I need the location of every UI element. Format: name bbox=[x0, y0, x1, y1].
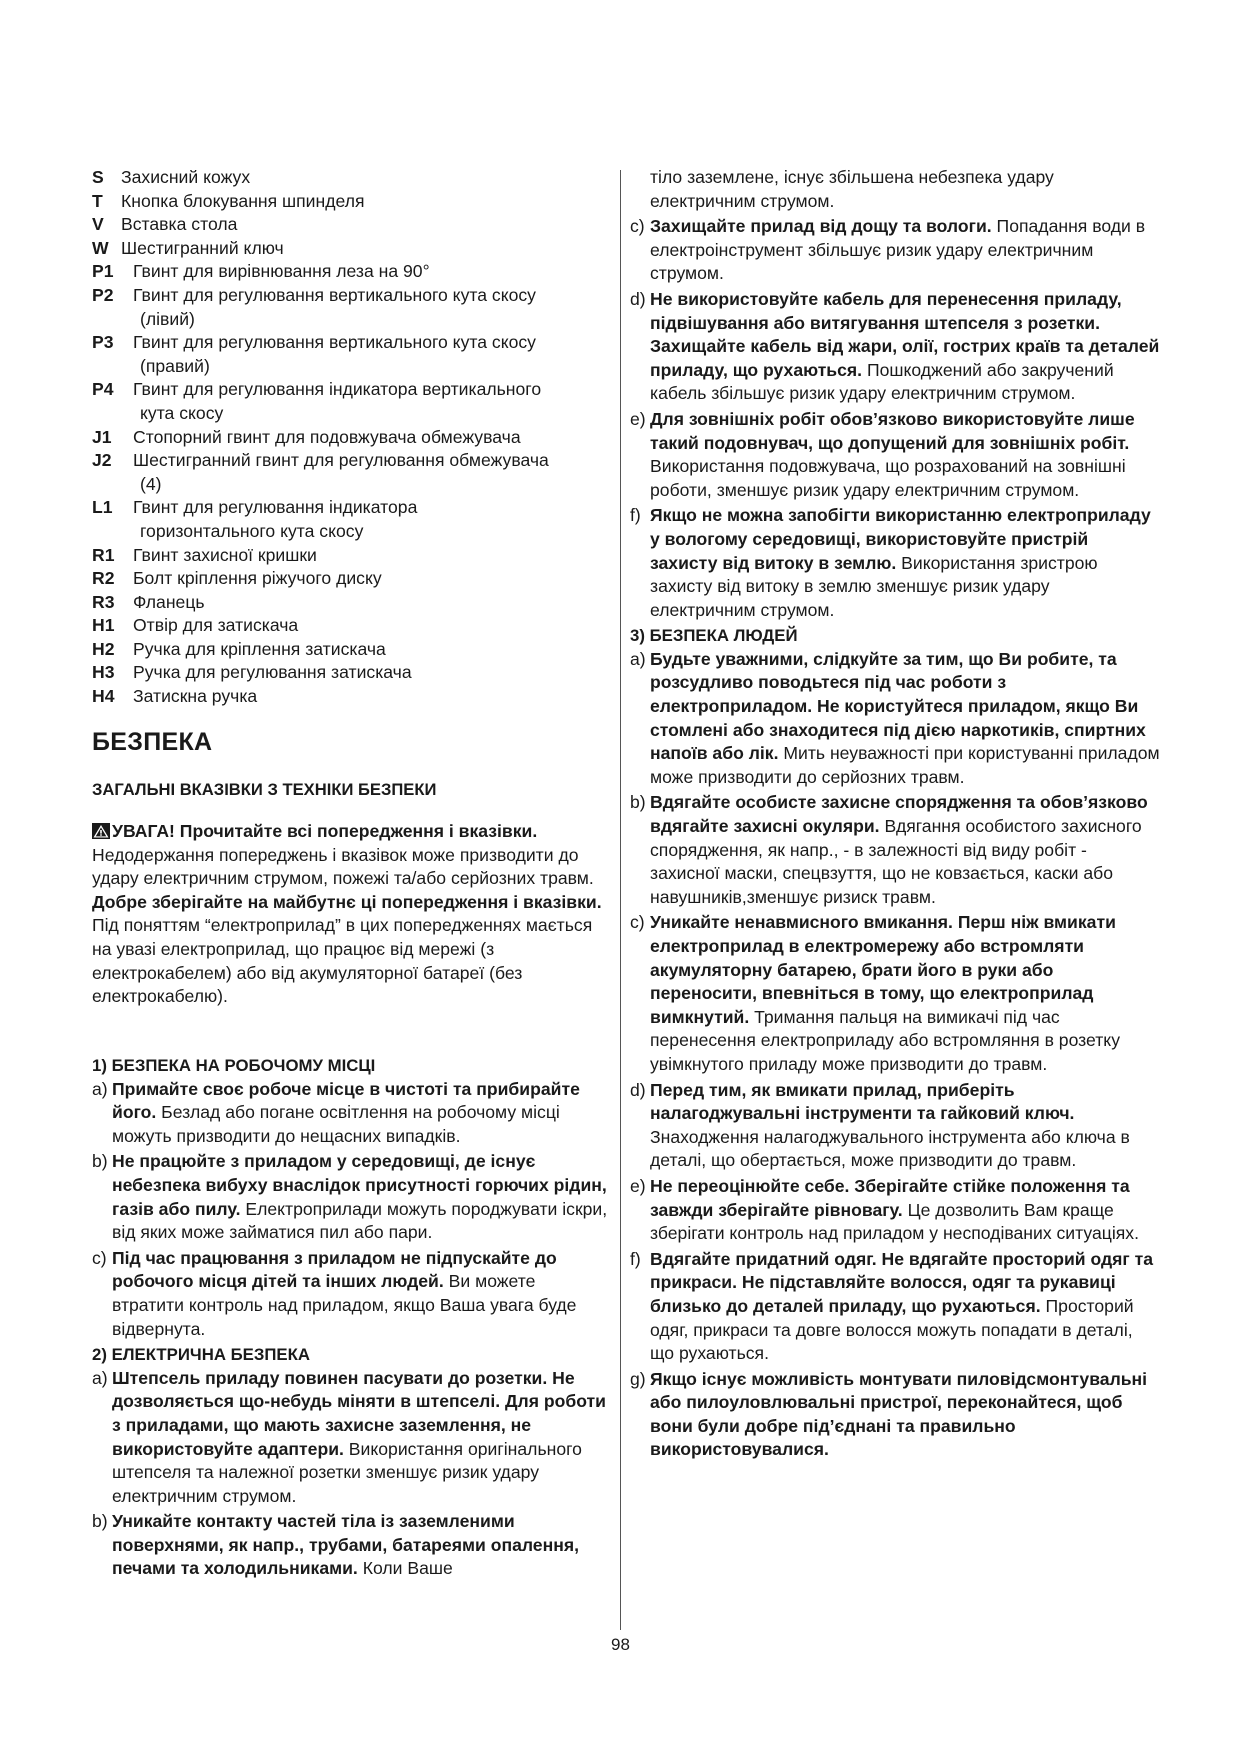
column-divider bbox=[620, 170, 621, 1630]
list-item bbox=[92, 166, 607, 190]
part-desc: Отвір для затискача bbox=[133, 615, 299, 636]
section-heading: 3) БЕЗПЕКА ЛЮДЕЙ bbox=[630, 626, 798, 646]
part-desc: Гвинт для регулювання вертикального кута скосу bbox=[133, 284, 536, 305]
item-bold: Примайте своє робоче місце в чистоті та прибирайте його. bbox=[112, 1078, 580, 1123]
item-bold: Якщо існує можливість монтувати пиловідсмонтувальні або пилоуловлювальні пристрої, переконайтеся, щоб вони були добре під’єднані та правильно використовувалися. bbox=[650, 1368, 1148, 1460]
warning-paragraph bbox=[92, 820, 612, 1009]
item-text: Безлад або погане освітлення на робочому місці можуть призводити до нещасних випадків. bbox=[112, 1102, 560, 1146]
item-marker: e) bbox=[630, 408, 646, 429]
part-desc: Шестигранний ключ bbox=[121, 237, 284, 258]
part-desc: Гвинт для регулювання індикатора вертикального bbox=[133, 379, 542, 400]
list-item bbox=[630, 504, 1160, 622]
list-item bbox=[92, 496, 607, 543]
list-item bbox=[92, 591, 607, 615]
item-marker: b) bbox=[92, 1151, 108, 1172]
item-bold: Захищайте прилад від дощу та вологи. bbox=[650, 216, 992, 237]
item-text: Вдягання особистого захисного спорядження, як напр., - в залежності від виду робіт - захисної маски, спецвзуття, що не ковзається, каски або навушників,зменшує ризиск травм. bbox=[650, 816, 1142, 907]
part-code: P3 bbox=[92, 332, 114, 353]
item-marker: a) bbox=[92, 1078, 108, 1099]
part-desc: Фланець bbox=[133, 591, 205, 612]
list-item bbox=[630, 911, 1160, 1076]
item-marker: b) bbox=[92, 1511, 108, 1532]
item-bold: Для зовнішніх робіт обов’язково використовуйте лише такий подовнувач, що допущений для зовнішніх робіт. bbox=[650, 408, 1135, 453]
part-code: R1 bbox=[92, 544, 115, 565]
warning-bold-2: Добре зберігайте на майбутнє ці попередження і вказівки. bbox=[92, 891, 602, 912]
item-bold: Уникайте ненавмисного вмикання. Перш ніж вмикати електроприлад в електромережу або встромляти акумуляторну батарею, брати його в руки або переносити, впевніться в тому, що електроприлад вимкнутий. bbox=[650, 912, 1116, 1027]
list-item bbox=[92, 378, 607, 425]
list-item bbox=[92, 1510, 612, 1581]
item-bold: Вдягайте придатний одяг. Не вдягайте просторий одяг та прикраси. Не підставляйте волосся, одяг та рукавиці близько до деталей приладу, що рухаються. bbox=[650, 1248, 1154, 1316]
part-code: P2 bbox=[92, 284, 114, 305]
item-marker: d) bbox=[630, 1079, 646, 1100]
list-item bbox=[630, 1079, 1160, 1173]
list-item bbox=[92, 449, 607, 496]
item-text: Попадання води в електроінструмент збільшує ризик удару електричним струмом. bbox=[650, 216, 1146, 284]
list-item bbox=[630, 1368, 1160, 1462]
section-subtitle: ЗАГАЛЬНІ ВКАЗІВКИ З ТЕХНІКИ БЕЗПЕКИ bbox=[92, 780, 437, 799]
part-code: T bbox=[92, 190, 103, 211]
item-marker: c) bbox=[630, 912, 645, 933]
part-code: V bbox=[92, 214, 104, 235]
part-code: P1 bbox=[92, 261, 114, 282]
item-marker: a) bbox=[92, 1367, 108, 1388]
warning-text-2: Під поняттям “електроприлад” в цих попередженнях мається на увазі електроприлад, що працює від мережі (з електрокабелем) або від акумуляторної батареї (без електрокабелю). bbox=[92, 915, 593, 1007]
list-item bbox=[92, 685, 607, 709]
safety-left-sections bbox=[92, 1054, 612, 1583]
item-marker: f) bbox=[630, 1248, 641, 1269]
list-item bbox=[92, 190, 607, 214]
item-marker: d) bbox=[630, 288, 646, 309]
list-item bbox=[92, 1150, 612, 1244]
list-item bbox=[92, 237, 607, 261]
item-bold: Під час працювання з приладом не підпускайте до робочого місця дітей та інших людей. bbox=[112, 1247, 557, 1292]
item-text: Використання зристрою захисту від витоку в землю зменшує ризик удару електричним струмом. bbox=[650, 552, 1098, 620]
part-code: S bbox=[92, 167, 104, 187]
part-desc-cont: (4) bbox=[140, 473, 162, 494]
part-desc: Гвинт для регулювання індикатора bbox=[133, 497, 418, 518]
list-item bbox=[92, 661, 607, 685]
safety-right-column bbox=[630, 166, 1160, 1464]
continued-text: тіло заземлене, існує збільшена небезпека удару електричним струмом. bbox=[650, 167, 1054, 211]
item-bold: Уникайте контакту частей тіла із заземленими поверхнями, як напр., трубами, батареями опалення, печами та холодильниками. bbox=[112, 1511, 579, 1579]
part-desc: Вставка стола bbox=[121, 214, 238, 235]
list-item bbox=[630, 1248, 1160, 1366]
warning-bold: УВАГА! Прочитайте всі попередження і вказівки. bbox=[112, 821, 538, 841]
part-desc: Гвинт для регулювання вертикального кута скосу bbox=[133, 332, 536, 353]
list-item bbox=[630, 791, 1160, 909]
part-desc: Шестигранний гвинт для регулювання обмежувача bbox=[133, 450, 549, 471]
list-item bbox=[630, 408, 1160, 502]
list-item bbox=[630, 648, 1160, 790]
item-text: Знаходження налагоджувального інструмента або ключа в деталі, що обертається, може призводити до травм. bbox=[650, 1126, 1130, 1171]
list-item bbox=[92, 544, 607, 568]
item-marker: b) bbox=[630, 792, 646, 813]
item-marker: e) bbox=[630, 1175, 646, 1196]
part-desc-cont: горизонтального кута скосу bbox=[140, 520, 364, 541]
page-number: 98 bbox=[611, 1635, 630, 1654]
section-heading: 1) БЕЗПЕКА НА РОБОЧОМУ МІСЦІ bbox=[92, 1056, 376, 1075]
item-marker: c) bbox=[92, 1247, 107, 1268]
item-marker: g) bbox=[630, 1368, 646, 1389]
part-desc: Кнопка блокування шпинделя bbox=[121, 190, 365, 211]
part-code: R3 bbox=[92, 591, 115, 612]
item-marker: c) bbox=[630, 216, 645, 237]
list-item bbox=[92, 284, 607, 331]
list-item bbox=[92, 426, 607, 450]
item-bold: Штепсель приладу повинен пасувати до розетки. Не дозволяється що-небудь міняти в штепселі. Для роботи з приладами, що мають захисне заземлення, не використовуйте адаптери. bbox=[112, 1367, 606, 1459]
part-code: L1 bbox=[92, 497, 113, 518]
part-code: R2 bbox=[92, 568, 115, 589]
part-desc: Стопорний гвинт для подовжувача обмежувача bbox=[133, 426, 521, 447]
part-code: P4 bbox=[92, 379, 114, 400]
part-desc-cont: (правий) bbox=[140, 355, 210, 376]
part-code: H3 bbox=[92, 662, 115, 683]
part-code: H4 bbox=[92, 686, 115, 707]
part-code: H2 bbox=[92, 638, 115, 659]
list-item bbox=[92, 1367, 612, 1509]
item-bold: Якщо не можна запобігти використанню електроприладу у вологому середовищі, використовуйте пристрій захисту від витоку в землю. bbox=[650, 505, 1151, 573]
part-code: W bbox=[92, 237, 109, 258]
item-text: Використання оригінального штепселя та належної розетки зменшує ризик удару електричним струмом. bbox=[112, 1438, 582, 1506]
item-marker: f) bbox=[630, 505, 641, 526]
list-item bbox=[92, 638, 607, 662]
list-item bbox=[92, 1078, 612, 1149]
list-item bbox=[92, 614, 607, 638]
part-desc-cont: кута скосу bbox=[140, 402, 224, 423]
item-bold: Не переоцінюйте себе. Зберігайте стійке положення та завжди зберігайте рівновагу. bbox=[650, 1175, 1130, 1220]
parts-list bbox=[92, 166, 607, 709]
part-desc: Болт кріплення ріжучого диску bbox=[133, 568, 382, 589]
item-bold: Не працюйте з приладом у середовищі, де існує небезпека вибуху внаслідок присутності горючих рідин, газів або пилу. bbox=[112, 1151, 607, 1219]
item-text: Тримання пальця на вимикачі під час перенесення електроприладу або встромляння в розетку увімкнутого приладу може призводити до травм. bbox=[650, 1006, 1120, 1074]
list-item bbox=[630, 215, 1160, 286]
warning-triangle-icon bbox=[92, 823, 110, 839]
item-bold: Перед тим, як вмикати прилад, приберіть налагоджувальні інструменти та гайковий ключ. bbox=[650, 1079, 1075, 1124]
part-code: H1 bbox=[92, 615, 115, 636]
parts-list-column bbox=[92, 166, 607, 709]
part-code: J1 bbox=[92, 426, 112, 447]
list-item bbox=[92, 331, 607, 378]
part-desc: Захисний кожух bbox=[121, 167, 251, 187]
warning-text: Недодержання попереджень і вказівок може призводити до удару електричним струмом, пожежі та/або серйозних травм. bbox=[92, 844, 594, 889]
part-desc: Гвинт захисної кришки bbox=[133, 544, 317, 565]
part-desc-cont: (лівий) bbox=[140, 308, 195, 329]
item-text: Електроприлади можуть породжувати іскри, від яких може займатися пил або пари. bbox=[112, 1198, 608, 1243]
list-item bbox=[92, 1247, 612, 1341]
list-item bbox=[92, 213, 607, 237]
item-text: Це дозволить Вам краще зберігати контроль над приладом у несподіваних ситуаціях. bbox=[650, 1199, 1139, 1244]
item-text: Мить неуважності при користуванні приладом може призводити до серйозних травм. bbox=[650, 743, 1160, 787]
item-marker: a) bbox=[630, 648, 646, 669]
list-item bbox=[630, 288, 1160, 406]
list-item bbox=[630, 1175, 1160, 1246]
item-text: Коли Ваше bbox=[357, 1558, 453, 1579]
item-bold: Не використовуйте кабель для перенесення приладу, підвішування або витягування штепселя з розетки. Захищайте кабель від жари, олії, гострих країв та деталей приладу, що рухаються. bbox=[650, 288, 1160, 380]
item-text: Ви можете втратити контроль над приладом, якщо Ваша увага буде відвернута. bbox=[112, 1271, 577, 1339]
part-desc: Затискна ручка bbox=[133, 686, 258, 707]
item-text: Просторий одяг, прикраси та довге волосся можуть попадати в деталі, що рухаються. bbox=[650, 1295, 1134, 1364]
item-bold: Вдягайте особисте захисне спорядження та обов’язково вдягайте захисні окуляри. bbox=[650, 792, 1148, 837]
list-item bbox=[92, 260, 607, 284]
part-code: J2 bbox=[92, 450, 112, 471]
part-desc: Ручка для кріплення затискача bbox=[133, 638, 386, 659]
item-text: Пошкоджений або закручений кабель збільшує ризик удару електричним струмом. bbox=[650, 359, 1114, 404]
item-bold: Будьте уважними, слідкуйте за тим, що Ви робите, та розсудливо поводьтеся під час роботи з електроприладом. Не користуйтеся приладом, якщо Ви стомлені або знаходитеся під дією наркотиків, спиртних напоїв або лік. bbox=[650, 648, 1146, 764]
section-title: БЕЗПЕКА bbox=[92, 728, 213, 756]
list-item bbox=[92, 567, 607, 591]
part-desc: Гвинт для вирівнювання леза на 90° bbox=[133, 261, 430, 282]
item-text: Використання подовжувача, що розрахований на зовнішні роботи, зменшує ризик удару електричним струмом. bbox=[650, 456, 1126, 500]
section-heading: 2) ЕЛЕКТРИЧНА БЕЗПЕКА bbox=[92, 1345, 310, 1365]
part-desc: Ручка для регулювання затискача bbox=[133, 662, 412, 683]
